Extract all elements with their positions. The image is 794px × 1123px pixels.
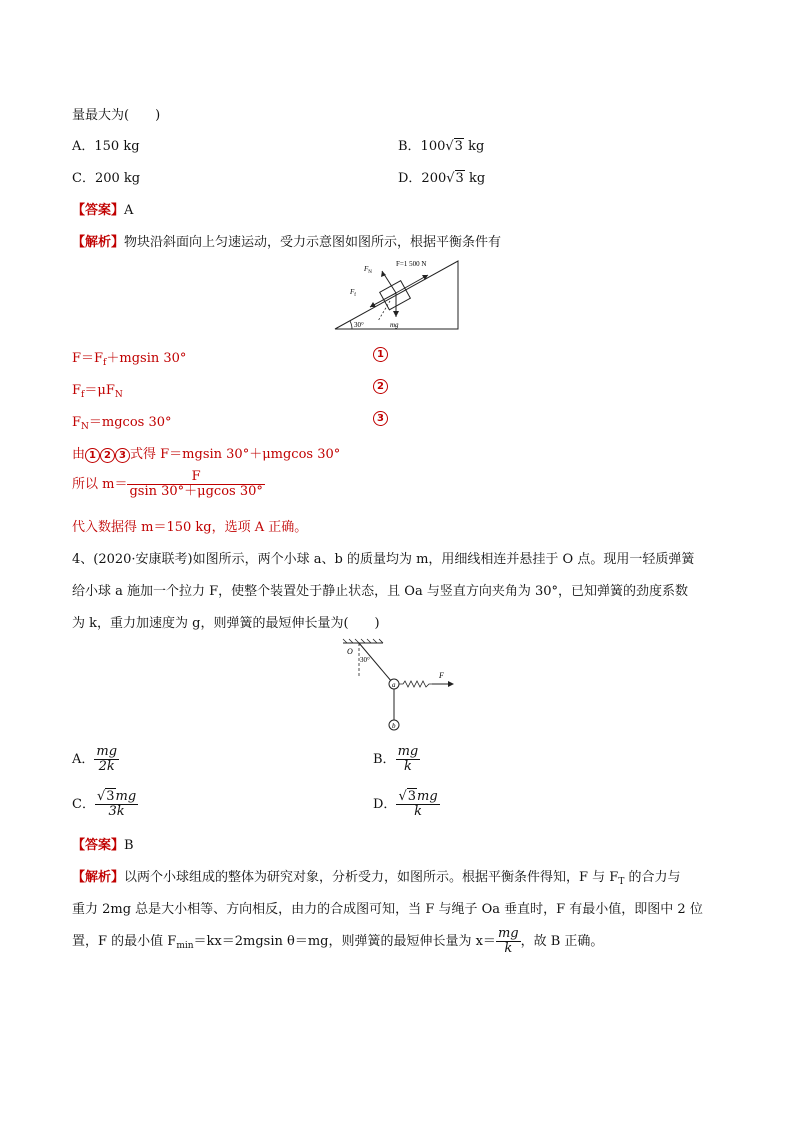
force-f-arrow: [396, 275, 428, 293]
equation-1: $F=F_f+mgsin$ 30°: [72, 351, 187, 368]
spring-ball-diagram: [335, 638, 460, 738]
equation-2: $F_f=\mu F_N$: [72, 383, 123, 400]
q4-stem-line3: 为 k，重力加速度为 g，则弹簧的最短伸长量为( ): [72, 616, 380, 631]
angle-label: 30°: [354, 321, 364, 329]
mark-3: 3: [373, 410, 388, 426]
q3-option-d: D．200√3 kg: [398, 171, 486, 186]
so-line: 所以 m＝ $\frac{F}{gsin 30^\circ+\mu gcos 30^\circ}$: [72, 469, 263, 499]
q4-analysis-line3: 置，F 的最小值 $F_{min}=kx=2mgsin$ θ＝mg，则弹簧的最短伸长量为 x＝ $\frac{mg}{k}$ ，故 B 正确。: [72, 926, 604, 956]
q4-analysis-line2: 重力 2mg 总是大小相等、方向相反，由力的合成图可知，当 F 与绳子 Oa 垂直时，F 有最小值，即图中 2 位: [72, 902, 703, 917]
q3-answer: 【答案】A: [72, 203, 134, 218]
spring: [399, 681, 432, 687]
f-value-label: F=1 500 N: [396, 260, 427, 268]
q4-stem-line1: 4、(2020·安康联考)如图所示，两个小球 a、b 的质量均为 m，用细线相连并悬挂于 O 点。现用一轻质弹簧: [72, 552, 695, 567]
q4-option-c: C． $\frac{√3mg}{3k}$: [72, 789, 137, 819]
q3-analysis: 【解析】物块沿斜面向上匀速运动，受力示意图如图所示，根据平衡条件有: [72, 235, 502, 250]
q3-option-c: C．200 kg: [72, 171, 141, 186]
angle-label: 30°: [360, 656, 370, 664]
ball-a-label: a: [392, 681, 396, 689]
q4-option-a: A． $\frac{mg}{2k}$: [72, 744, 118, 774]
equation-3: $F_N=mgcos$ 30°: [72, 415, 172, 432]
q3-stem-tail: 量最大为( ): [72, 108, 161, 123]
fn-label: $F_N$: [364, 265, 372, 275]
mark-1: 1: [373, 346, 388, 362]
q3-option-b: B．100√3 kg: [398, 139, 485, 154]
ball-b-label: b: [392, 722, 396, 730]
q3-result: 代入数据得 m＝150 kg，选项 A 正确。: [72, 520, 308, 535]
mark-2: 2: [373, 378, 388, 394]
q3-option-a: A．150 kg: [72, 139, 140, 154]
incline-force-diagram: [330, 255, 465, 335]
combine-line: 由 1 2 3 式得 F＝mgsin 30°＋μmgcos 30°: [72, 447, 341, 462]
q4-answer: 【答案】B: [72, 838, 134, 853]
force-f-label: F: [439, 671, 444, 680]
point-o-label: O: [347, 647, 353, 656]
q4-option-b: B． $\frac{mg}{k}$: [373, 744, 419, 774]
q4-option-d: D． $\frac{√3mg}{k}$: [373, 789, 438, 819]
q4-analysis-line1: 【解析】以两个小球组成的整体为研究对象，分析受力，如图所示。根据平衡条件得知，F 与 $F_T$ 的合力与: [72, 870, 681, 887]
mg-label: mg: [390, 321, 399, 329]
ff-label: $F_f$: [350, 288, 356, 298]
q4-stem-line2: 给小球 a 施加一个拉力 F，使整个装置处于静止状态，且 Oa 与竖直方向夹角为 30°，已知弹簧的劲度系数: [72, 584, 689, 599]
